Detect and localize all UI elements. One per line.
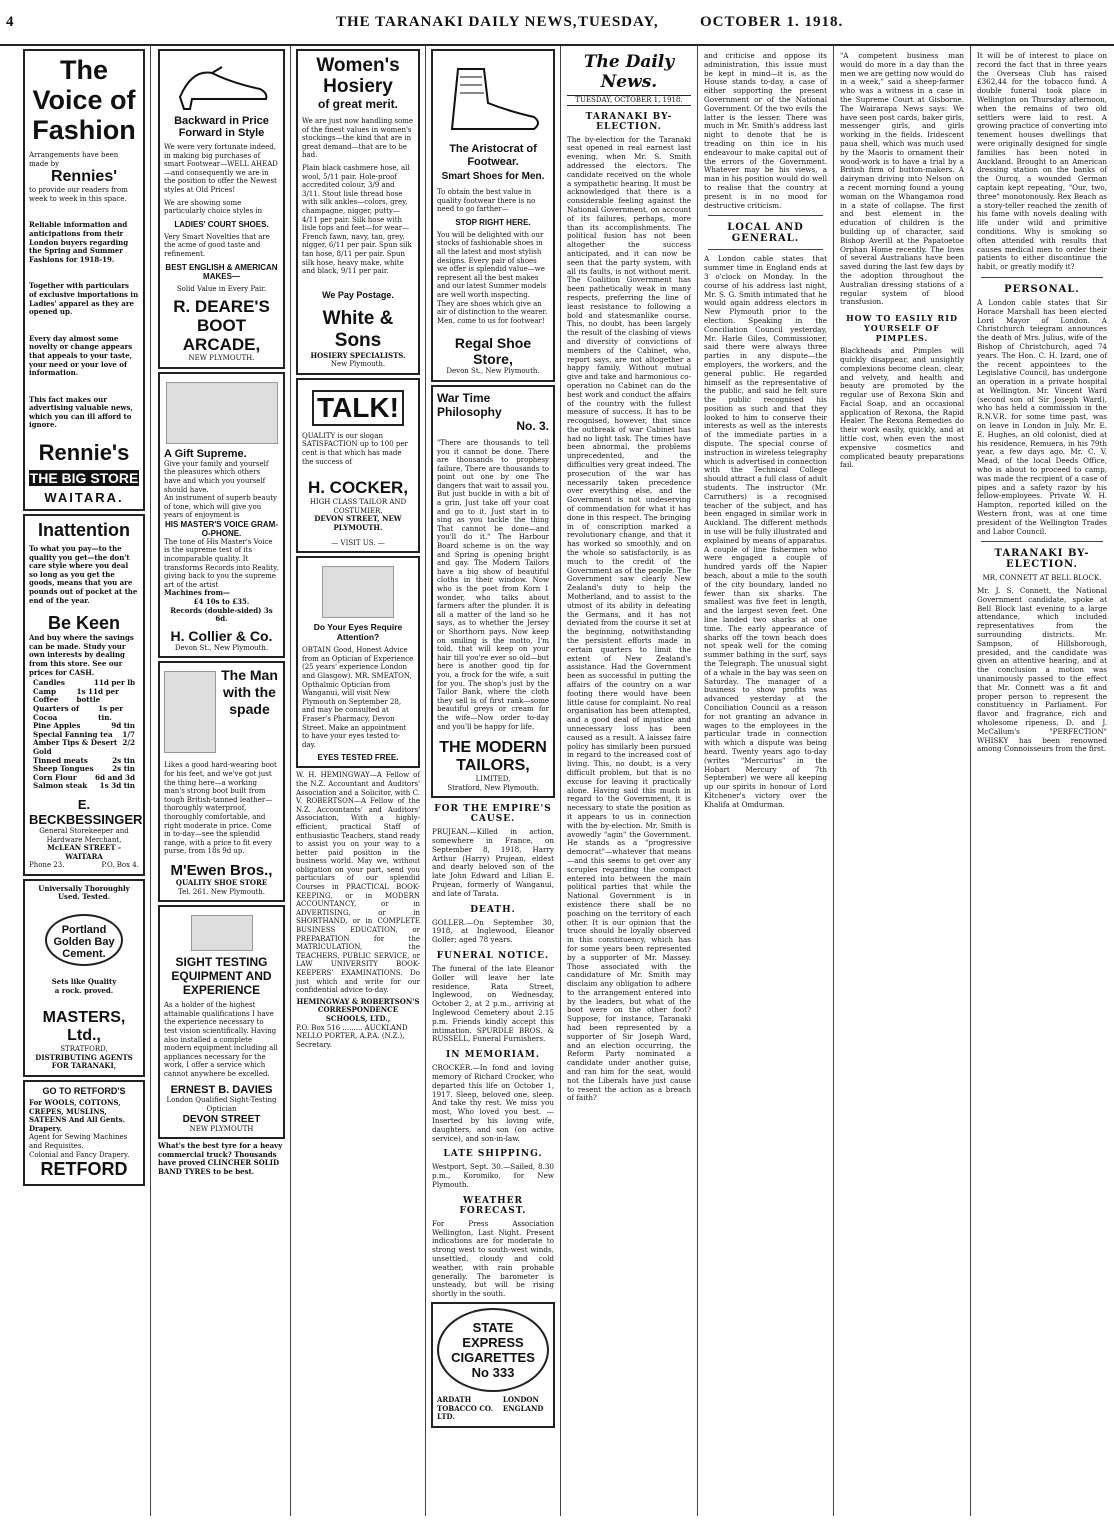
we-pay-postage: We Pay Postage.	[322, 289, 394, 300]
hemingway-secretary: NELLO PORTER, A.P.A. (N.Z.), Secretary.	[296, 1032, 405, 1049]
beckbessinger-box: P.O. Box 4.	[101, 861, 139, 870]
spade-body: Likes a good hard-wearing boot for his feet, and we've got just the thing here—a working man's strong boot built from tough British-tanned leather—thoroughly waterproof, thoroughly comfortable, and right moderate in price. Come in to-day—see the splendid range, with a price to fit every purse, from 18s 9d up.	[164, 761, 277, 856]
spectacles-illustration	[191, 915, 253, 951]
mewen-tel: Tel. 261. New Plymouth.	[177, 887, 266, 896]
war-body: "There are thousands to tell you it cannot be done. There are thousands to prophesy failure, There are thousands to point out one by one The dangers that wait to assail you. But just buckle in with a bit of a grin, Just take off your coat and go to it. Just start in to sing as you tackle the thing That cannot be done—and you'll do it." The Harbour Board scheme is on the way and Spring is opening bright and gay. The Modern Tailors have a big show of beautiful cloths in their window. Now who is the poet from Korn 1 wonder, who talks about farmers after the plunder. It is all a matter of the land so he says, as to whether the Jersey or Shorthorn pays. Now keep on smiling is the motto, I'm told, that will keep on your hair till you're ever so old—but here is another good tip for you, a frock for the wife, a suit for you. The shop's just by the Tailor Bank, where the cloth they sell is of first rank—some beautiful greys or cream for the wife—Now order to-day and you'll be happy for life.	[437, 438, 549, 731]
white-sons-np: New Plymouth.	[330, 360, 386, 369]
mens-shoe-illustration	[438, 59, 548, 139]
davies-sub: London Qualified Sight-Testing Optician	[166, 1096, 277, 1114]
price-row: Salmon steak 1s 3d tin	[33, 781, 135, 791]
hmv-name: HIS MASTER'S VOICE GRAM-O-PHONE.	[164, 519, 279, 538]
memoriam-body: CROCKER.—In fond and loving memory of Richard Crocker, who departed this life on October 1, 1917. Sleep, beloved one, sleep. And take thy rest. We miss you most, Who loved you best. —Inserted by his loving wife, daughters, and son (on active service), and son-in-law.	[432, 1063, 554, 1143]
column-rule	[970, 46, 971, 1516]
cocker-tailor-advert	[296, 378, 420, 553]
voice-of-fashion-title: The Voice of Fashion	[32, 55, 136, 145]
byelection-heading: TARANAKI BY-ELECTION.	[994, 548, 1090, 571]
column-rule	[425, 46, 426, 1516]
beckbessinger-name: E. BECKBESSINGER	[29, 796, 143, 827]
used-text: Used. Tested.	[57, 892, 111, 902]
stop-right-here: STOP RIGHT HERE.	[455, 217, 531, 227]
eye-illustration	[322, 566, 394, 618]
masthead-day: TUESDAY,	[578, 14, 659, 30]
daily-news-masthead: The Daily News.	[583, 52, 675, 92]
sets-text: Sets like Quality	[51, 977, 117, 987]
davies-street: DEVON STREET	[182, 1113, 261, 1125]
aristocrat-heading: The Aristocrat of Footwear.	[449, 143, 537, 168]
editorial-heading: TARANAKI BY-ELECTION.	[585, 111, 673, 132]
showing-text: We are showing some particularly choice styles in	[164, 198, 263, 216]
retford-list: Colonial and Fancy Drapery.	[29, 1150, 130, 1159]
records-price: Records (double-sided) 3s 6d.	[170, 605, 273, 624]
masters-stratford: STRATFORD,	[60, 1045, 108, 1054]
column-rule	[560, 46, 561, 1516]
mewen-name: M'Ewen Bros.,	[170, 861, 273, 879]
column-2	[155, 46, 288, 1516]
smeaton-optician-advert	[296, 556, 420, 768]
connett-body: Mr. J. S. Connett, the National Government candidate, spoke at Bell Block last evening to a large attendance, which included representatives from the surrounding districts. Mr. Sampson, of Hillsborough, presided, and the candidate was given an attentive hearing, and at the conclusion a motion was unanimously passed to the effect that Mr. Connett was a fit and proper person to represent the constituency in Parliament. For flavor and fragrance, rich and wholesome ripeness, D. and J. McCallum's "PERFECTION" WHISKY has been renowned among Connoisseurs from the first.	[977, 586, 1107, 754]
empire-cause-heading: FOR THE EMPIRE'S CAUSE.	[434, 804, 552, 825]
retford-agent: Agent for Sewing Machines and Requisites.	[29, 1133, 128, 1150]
solid-value: Solid Value in Every Pair.	[176, 284, 267, 293]
price-row: Special Fanning tea 1/7	[33, 729, 135, 739]
news-items-body: "A competent business man would do more in a day than the men we are getting now would do in a week," said a sheep-farmer who was a witness in a case in the Supreme Court at Gisborne. The Wairarapa News says: We have seen post cards, baker girls, messenger girls, and girls working in the fields. Iridescent paua shell, which was much used by the Maoris to ornament their wood-work is to have a trial by a British firm of button-makers. A dairyman driving into Nelson on a recent morning found a young woman on the Whangamoa road in a state of collapse. The first and best element in the education of children is the building up of character, said Bishop Averill at the Papatoetoe Orphan Home recently. The lives of several Australians have been saved during the last few days by the adoption throughout the Australian dressing stations of a regular system of blood transfusion.	[840, 51, 964, 307]
editorial-body: The by-election for the Taranaki seat opened in real earnest last evening, when Mr. S. Smith addressed the electors. The candidate received on the whole a sympathetic hearing. It must be acknowledged that there is a considerable feeling against the National Government, on account of its failures, perhaps, more than its accomplishments. The political fusion has not been altogether the success anticipated, and it can now be seen that the party system, with all its faults, is not without merit. The Coalition Government has been pathetically weak in many respects, preferring the line of least resistance to following a bold and statesmanlike course. This, no doubt, has been largely the result of the clashing of views and diversity of convictions of members of the Cabinet, who, report says, are not altogether a happy family. Without mutual give and take and harmonious co-operation no Cabinet can do the best work and conduct the affairs of the country with the fullest measure of success. It has to be recognised, however, that since the outbreak of war Cabinet has had no light task. The times have been abnormal, the problems unprecedented, and the difficulties very great indeed. The prosecution of the war has necessarily taken precedence over everything else, and the Government is not undeserving of commendation for what it has done in this respect. The bringing in of conscription marked a revolutionary change, and that it has worked so smoothly, and on the whole so satisfactorily, is as much to the credit of the Government as of the people. The Government saw clearly New Zealand's duty to help the Motherland, and to assist to the utmost of its ability in defeating the Germans, and it has not deviated from the course it set at the beginning, notwithstanding the persistent efforts made in certain quarters to limit the extent of New Zealand's assistance. Had the Government been as successful in putting the affairs of the country on a war footing there would have been little cause for complaint. No real organisation has been attempted, and a good deal of injustice and unnecessary loss has been caused as a result. A laissez faire policy has similarly been pursued in regard to the increased cost of living. This, no doubt, is a very difficult problem, but that is no excuse for leaving it practically alone. Having said this much in regard to the Government, it is necessary to state the position as it appears to us in connection with the by-election. Mr. Smith is avowedly "agin" the Government. He stands as a "progressive democrat"—whatever that means—and this seems to get over any scruples regarding the compact entered into between the main political parties that while the National Government is in existence there shall be no poaching on the territory of each other. It is our opinion that the truce should be loyally observed in this constituency, which has for some years been represented by a supporter of Mr. Massey. Those associated with the candidature of Mr. Smith may disclaim any obligation to adhere to the arrangement entered into by the leaders, but what of the boot were on the other foot? Suppose, for instance, Taranaki had been represented by a supporter of Sir Joseph Ward, and an election occurring, the Reform Party nominated a candidate under another guise, and ran him for the seat, would not the Liberals have just cause to resent the action as a breach of faith?	[567, 134, 691, 1103]
price-row: Corn Flour 6d and 3d	[33, 772, 135, 782]
talk-body: QUALITY is our slogan SATISFACTION up to 100 per cent is that which has made the success of	[302, 431, 408, 466]
death-body: GOLLER.—On September 30, 1918, at Inglewood, Eleanor Goller; aged 78 years.	[432, 917, 554, 945]
visit-us: — VISIT US. —	[331, 538, 385, 547]
price-row: Sheep Tongues 2s tin	[33, 764, 135, 774]
stop-body: You will be delighted with our stocks of fashionable shoes in all the latest and most stylish designs. Every pair of shoes we offer is splendid value—we represent all the best makes and our latest Summer models are well worth inspecting. They are shoes which give an air of distinction to the wearer. Men, come to us for footwear!	[437, 230, 548, 325]
ardath-name: ARDATH TOBACCO CO. LTD.	[437, 1394, 494, 1422]
masters-cement-advert	[23, 879, 145, 1077]
eyes-body: OBTAIN Good, Honest Advice from an Optician of Experience (25 years' experience London and Glasgow). MR. SMEATON, Opthalmic Optician from Wanganui, will visit New Plymouth on September 28, and may be consulted at Fraser's Pharmacy, Devon Street. Make an appointment to have your eyes tested to-day.	[302, 646, 414, 749]
be-keen-body: And buy where the savings can be made. Study your own interests by dealing from this store. See our prices for CASH.	[29, 633, 134, 677]
sight-testing-heading: SIGHT TESTING EQUIPMENT AND EXPERIENCE	[171, 955, 272, 998]
backward-price-heading: Backward in Price Forward in Style	[174, 115, 269, 139]
personal-heading: PERSONAL.	[1004, 283, 1080, 295]
white-sons-logo: White & Sons	[322, 307, 394, 351]
voice-intro: Arrangements have been made by	[29, 151, 119, 168]
masters-distributing: DISTRIBUTING AGENTS FOR TARANAKI,	[35, 1052, 133, 1071]
london-england: LONDON ENGLAND	[502, 1394, 544, 1413]
news-items-right: It will be of interest to place on record the fact that in three years the Overseas Club has raised £362,44 for the tobacco fund. A double funeral took place in Wellington on Thursday afternoon, when the remains of two old settlers were laid to rest. A growing practice of converting into tenement houses dwellings that were originally designed for single families has been noted in Auckland. Brought to an American dressing station on the banks of the Ourcq, a wounded German captain kept repeating, "Our, two, three" monotonously. Rex Beach as a story-teller reached the zenith of his fame with novels dealing with life under wild and primitive conditions. Why is smoking so often attended with results that causes medical men to order their patients to either discontinue the habit, or greatly modify it?	[977, 51, 1107, 272]
column-rule	[833, 46, 834, 1516]
ignore-text: This fact makes our advertising valuable news, which you can ill afford to ignore.	[29, 394, 133, 430]
hemingway-body: W. H. HEMINGWAY—A Fellow of the N.Z. Accountant and Auditors' Association and a Solicitor, with C. V. ROBERTSON—A Fellow of the N.Z. Accountants' and Auditors' Association, With a highly-efficient, practical Staff of enthusiastic Teachers, stand ready to assist you on your way to a better paid position in the business world. May we, without obligation on your part, send you particulars of our splendid Courses in PRACTICAL BOOK-KEEPING, or in MODERN ACCOUNTANCY, or in ADVERTISING, or in SHORTHAND, or in COMPLETE BUSINESS EDUCATION, or PREPARATION for the MATRICULATION, the TEACHERS, PUBLIC SERVICE, or LAW UNIVERSITY BOOK-KEEPERS' EXAMINATIONS. Do just which and write for our confidential advice to-day.	[296, 771, 420, 995]
white-sons-advert	[296, 49, 420, 375]
mewen-boots-advert	[158, 661, 285, 902]
collier-name: H. Collier & Co.	[170, 627, 273, 644]
column-rule	[150, 46, 151, 1516]
rock-text: a rock. proved.	[54, 985, 114, 995]
war-number: No. 3.	[516, 418, 549, 433]
hemingway-name: HEMINGWAY & ROBERTSON'S CORRESPONDENCE SCHOOLS, LTD.,	[296, 996, 420, 1023]
together-text: Together with particulars of exclusive importations in Ladies' apparel as they are opened up.	[29, 281, 139, 317]
big-store-banner: THE BIG STORE	[29, 470, 139, 487]
hosiery-list: Plain black cashmere hose, all wool, 5/11 pair. Hole-proof accredited colour, 3/9 and 3/11. Stout lisle thread hose with silk ankles—colors, grey, champagne, nigger, putty—4/11 per pair. Silk hose with lisle tops and feet—for wear—French fawn, navy, tan, grey, nigger, 6/11 per pair. Spun silk tan hose, 8/11 per pair. Spun silk hose, heavy make, white and black, 9/11 per pair.	[302, 163, 412, 276]
davies-sight-advert	[158, 905, 285, 1139]
cocker-address: DEVON STREET, NEW PLYMOUTH.	[314, 514, 402, 533]
column-4	[428, 46, 558, 1516]
hmv-body: The tone of His Master's Voice is the supreme test of its incomparable quality. It transforms Records into Reality, giving back to you the supreme art of the artist	[164, 537, 279, 589]
retford-logo: RETFORD	[40, 1159, 128, 1180]
machines-label: Machines from—	[164, 588, 230, 598]
mewen-sub: QUALITY SHOE STORE	[175, 877, 268, 887]
backward-body: We were very fortunate indeed, in making big purchases of smart Footwear—WELL AHEAD—and consequently we are in the position to offer the Newest styles at Old Prices!	[164, 143, 278, 194]
pimples-heading: HOW TO EASILY RID YOURSELF OF PIMPLES.	[846, 313, 958, 344]
price-row: Amber Tips & Desert Gold 2/2	[33, 738, 135, 756]
masthead-date: OCTOBER 1. 1918.	[700, 14, 844, 30]
modern-tailors-advert	[431, 385, 555, 798]
hemingway-advert	[296, 771, 420, 1049]
hemingway-box: P.O. Box 516 ......... AUCKLAND	[296, 1023, 408, 1032]
column-8	[973, 46, 1111, 1516]
aristocrat-body: To obtain the best value in quality footwear there is no need to go farther—	[437, 188, 536, 214]
beckbessinger-line: General Storekeeper and Hardware Merchant,	[39, 826, 129, 844]
retford-advert	[23, 1080, 145, 1186]
best-makes: BEST ENGLISH & AMERICAN MAKES—	[165, 262, 278, 281]
modern-tailors-address: Stratford, New Plymouth.	[447, 783, 539, 792]
weather-heading: WEATHER FORECAST.	[459, 1195, 527, 1216]
gramophone-illustration	[166, 382, 278, 444]
rennies-name: Rennies'	[50, 168, 118, 186]
price-row: Candles 11d per lb	[33, 678, 135, 688]
price-row: Camp Coffee 1s 11d per bottle	[33, 686, 119, 705]
womens-hosiery-heading: Women's Hosiery	[316, 55, 400, 97]
funeral-body: The funeral of the late Eleanor Goller will leave her late residence, Rata Street, Inglewood, on Wednesday, October 2, at 2 p.m., arriving at Inglewood Cemetery about 2.15 p.m. Friends kindly accept this intimation. SPURDLE BROS. & RUSSELL, Funeral Furnishers.	[432, 964, 554, 1044]
davies-name: ERNEST B. DAVIES	[170, 1084, 273, 1097]
column-rule	[290, 46, 291, 1516]
funeral-heading: FUNERAL NOTICE.	[436, 951, 550, 962]
beckbessinger-address: McLEAN STREET - WAITARA	[47, 843, 121, 861]
hosiery-body: We are just now handling some of the finest values in women's stockings—the kind that are in great demand—that are to be had.	[302, 117, 414, 160]
war-time-heading: War Time Philosophy	[437, 390, 502, 419]
price-row: Quarters of Cocoa 1s per tin.	[33, 703, 124, 722]
eyes-heading: Do Your Eyes Require Attention?	[313, 622, 403, 643]
weather-body: For Press Association Wellington, Last Night. Present indications are for moderate to strong west to south-west winds, unsettled, cloudy and cold weather, with rain probable generally. The barometer is unsteady, but will be rising shortly in the south.	[432, 1218, 554, 1299]
reliable-text: Reliable information and anticipations from their London buyers regarding the Spring and Summer Fashions for 1918-19.	[29, 220, 129, 264]
tyre-advert: What's the best tyre for a heavy commercial truck? Thousands have proved CLINCHER SOLID BAND TYRES to be best.	[158, 1141, 283, 1177]
machines-price: £4 10s to £35.	[193, 597, 250, 607]
column-rule	[697, 46, 698, 1516]
inattention-body: To what you pay—to the quality you get—the don't care style where you deal so long as you get the goods, means that you are pounds out of pocket at the end of the year.	[29, 544, 138, 605]
deare-address: NEW PLYMOUTH.	[188, 354, 255, 363]
great-merit: of great merit.	[317, 97, 398, 111]
talk-heading: TALK!	[312, 390, 404, 426]
deare-boot-arcade: R. DEARE'S BOOT ARCADE,	[173, 297, 270, 355]
column-1	[20, 46, 148, 1516]
pimples-body: Blackheads and Pimples will quickly disappear, and unsightly complexions become clean, clear, and velvety, and health and beauty are promoted by the regular use of Rexona Skin and Facial Soap, and an occasional application of Rexona, the Rapid Healer. The Rexona Remedies do their work easily, quickly, and at little cost, when even the most expensive cosmetics and complicated beauty preparations fail.	[840, 346, 964, 470]
modern-tailors-sub: LIMITED,	[475, 775, 511, 784]
davies-np: NEW PLYMOUTH	[189, 1124, 254, 1133]
universally-text: Universally Thoroughly	[38, 883, 130, 893]
instrument-text: An instrument of superb beauty of tone, which will give you years of enjoyment is	[164, 494, 278, 520]
ladies-shoe-illustration	[172, 59, 272, 111]
workman-illustration	[164, 671, 216, 753]
column-7	[836, 46, 968, 1516]
state-express-advert	[431, 1302, 555, 1428]
death-heading: DEATH.	[470, 904, 516, 915]
rennies-logo: Rennie's	[38, 440, 130, 466]
portland-cement-logo: Portland Golden Bay Cement.	[45, 914, 123, 966]
regal-address: Devon St., New Plymouth.	[446, 367, 540, 376]
cocker-name: H. COCKER,	[307, 478, 409, 498]
gift-body: Give your family and yourself the pleasures which others have and which you yourself should have.	[164, 459, 269, 494]
state-express-logo: STATE EXPRESS CIGARETTES No 333	[437, 1308, 549, 1392]
deare-boot-advert	[158, 49, 285, 369]
local-general-heading: LOCAL AND GENERAL.	[727, 222, 804, 245]
regal-shoe-advert	[431, 49, 555, 382]
page-number: 4	[6, 14, 15, 30]
everyday-text: Every day almost some novelty or change appears that appeals to your taste, your need or your love of information.	[29, 333, 133, 378]
regal-shoe-store: Regal Shoe Store,	[454, 335, 532, 368]
collier-gramophone-advert	[158, 372, 285, 659]
column-5	[563, 46, 695, 1516]
inattention-heading: Inattention	[38, 520, 130, 541]
beckbessinger-advert	[23, 514, 145, 876]
shipping-heading: LATE SHIPPING.	[443, 1149, 543, 1160]
empire-cause-body: PRUJEAN.—Killed in action, somewhere in France, on September 8, 1918, Harry Arthur (Harry) Prujean, eldest and dearly beloved son of the late John Edward and Lilian E. Prujean, formerly of Wanganui, and late of Tarata.	[432, 827, 554, 898]
editorial-continued: and criticise and oppose its administration, this issue must be kept in mind—it is, as the House stands to-day, a case of either supporting the present Government or of the National Government. Of the two evils the latter is the lesser. There was much in Mr. Smith's address last night to denote that he is treading on thin ice in his endeavour to make capital out of the errors of the Government. Whatever may be his views, a man in his position would do well to realise that the country at present is in no mood for destructive criticism.	[704, 51, 827, 210]
editorial-date: TUESDAY, OCTOBER 1, 1918.	[567, 95, 691, 106]
connett-subheading: MR. CONNETT AT BELL BLOCK.	[982, 574, 1102, 583]
sight-body: As a holder of the highest attainable qualifications I have the experience necessary to test vision scientifically. Having also installed a complete modern equipment including all appliances necessary for the work, I offer a service which cannot anywhere be excelled.	[164, 1001, 278, 1078]
gift-supreme-heading: A Gift Supreme.	[164, 447, 247, 460]
memoriam-heading: IN MEMORIAM.	[446, 1050, 540, 1061]
waitara-label: WAITARA.	[44, 490, 124, 506]
beckbessinger-phone: Phone 23.	[29, 861, 65, 870]
price-row: Tinned meats 2s tin	[33, 755, 135, 765]
column-6	[700, 46, 831, 1516]
newspaper-title: THE TARANAKI DAILY NEWS,	[336, 14, 578, 30]
smart-shoes: Smart Shoes for Men.	[441, 171, 545, 182]
eyes-tested-free: EYES TESTED FREE.	[317, 753, 399, 763]
voice-body: to provide our readers from week to week in this space.	[29, 186, 128, 203]
go-retford-heading: GO TO RETFORD'S	[42, 1086, 126, 1097]
hosiery-specialists: HOSIERY SPECIALISTS.	[310, 350, 406, 360]
be-keen-heading: Be Keen	[47, 613, 121, 634]
retford-items: For WOOLS, COTTONS, CREPES, MUSLINS, SATEENS And All Gents. Drapery.	[29, 1098, 126, 1133]
price-row: Pine Apples 9d tin	[33, 721, 135, 731]
rennies-advert	[23, 49, 145, 511]
collier-address: Devon St., New Plymouth.	[174, 643, 269, 652]
newspaper-masthead	[0, 0, 1114, 46]
personal-body: A London cable states that Sir Horace Marshall has been elected Lord Mayor of London. A Christchurch telegram announces the death of Mrs. Julius, wife of the Bishop of Christchurch, aged 74 years. The Hon. C. H. Izard, one of the recent appointees to the Legislative Council, has undergone an operation in a private hospital at Wellington. Mr. Vincent Ward (second son of Sir Joseph Ward), who has held a commission in the R.N.V.R. for some time past, was on leave in London in July. Mr. E. E. Hughes, an old colonist, died at his residence, Remuera, in his 79th year, a few days ago. Mr. C. V. Mead, of the local Deeds Office, who is about to proceed to camp, was made the recipient of a case of pipes and a safety razor by his fellow-employees. Private W. H. Hampton, reported killed on the Western front, was at one time president of the Wellington Trades and Labor Council.	[977, 297, 1107, 536]
local-general-body: A London cable states that summer time in England ends at 3 o'clock on Monday. In the course of his address last night, Mr. S. G. Smith intimated that he would again address electors in New Plymouth prior to the election. Speaking in the Conciliation Council yesterday, Mr. Harle Giles, Commissioner, said there were always three parties in any dispute—the employers, the workers, and the general public. He regarded himself as the representative of the public, and said he felt sure the public recognised his position as such and that they looked to him to conserve their interests as well as the interests of the immediate parties in a dispute. The special course of instruction in wireless telegraphy which is advertised in connection with the Technical College should attract a full class of adult students. The instructor (Mr. Carruthers) is a recognised teacher of the subject, and has been engaged in similar work in Auckland. The different methods in use will be fully illustrated and explained by means of apparatus. A couple of line fishermen who were engaged a couple of hundred yards off the Napier beach, about a mile to the south of the city boundary, landed no fewer than six sharks. The smallest was five feet in length, and the largest seven feet. One line landed two sharks at one time. The early appearance of sharks off the town beach does not speak well for the coming summer bathing in the surf, says the Telegraph. The unusual sight of a whale in the bay was seen on Saturday. The manager of a business to show profits was advanced yesterday at the Conciliation Council as a reason for not granting an advance in wages to the employees in the particular trade in connection with which a dispute was being heard. Twenty years ago to-day (writes "Mercurius" in the Hobart Mercury of 7th September) we were all keeping up our spirits in honour of Lord Kitchener's victory over the Khalifa at Omdurman.	[704, 254, 827, 809]
cocker-sub: HIGH CLASS TAILOR AND COSTUMIER,	[309, 498, 407, 515]
man-spade-heading: The Man with the spade	[221, 667, 278, 718]
masters-name: MASTERS, Ltd.,	[42, 1009, 126, 1045]
modern-tailors-name: THE MODERN TAILORS,	[439, 739, 547, 775]
column-3	[293, 46, 423, 1516]
shipping-body: Westport, Sept. 30.—Sailed, 8.30 p.m., Koromiko, for New Plymouth.	[432, 1162, 554, 1189]
ladies-court-shoes: LADIES' COURT SHOES.	[174, 219, 269, 229]
novelties-text: Very Smart Novelties that are the acme of good taste and refinement.	[164, 232, 270, 258]
price-list	[33, 679, 135, 791]
